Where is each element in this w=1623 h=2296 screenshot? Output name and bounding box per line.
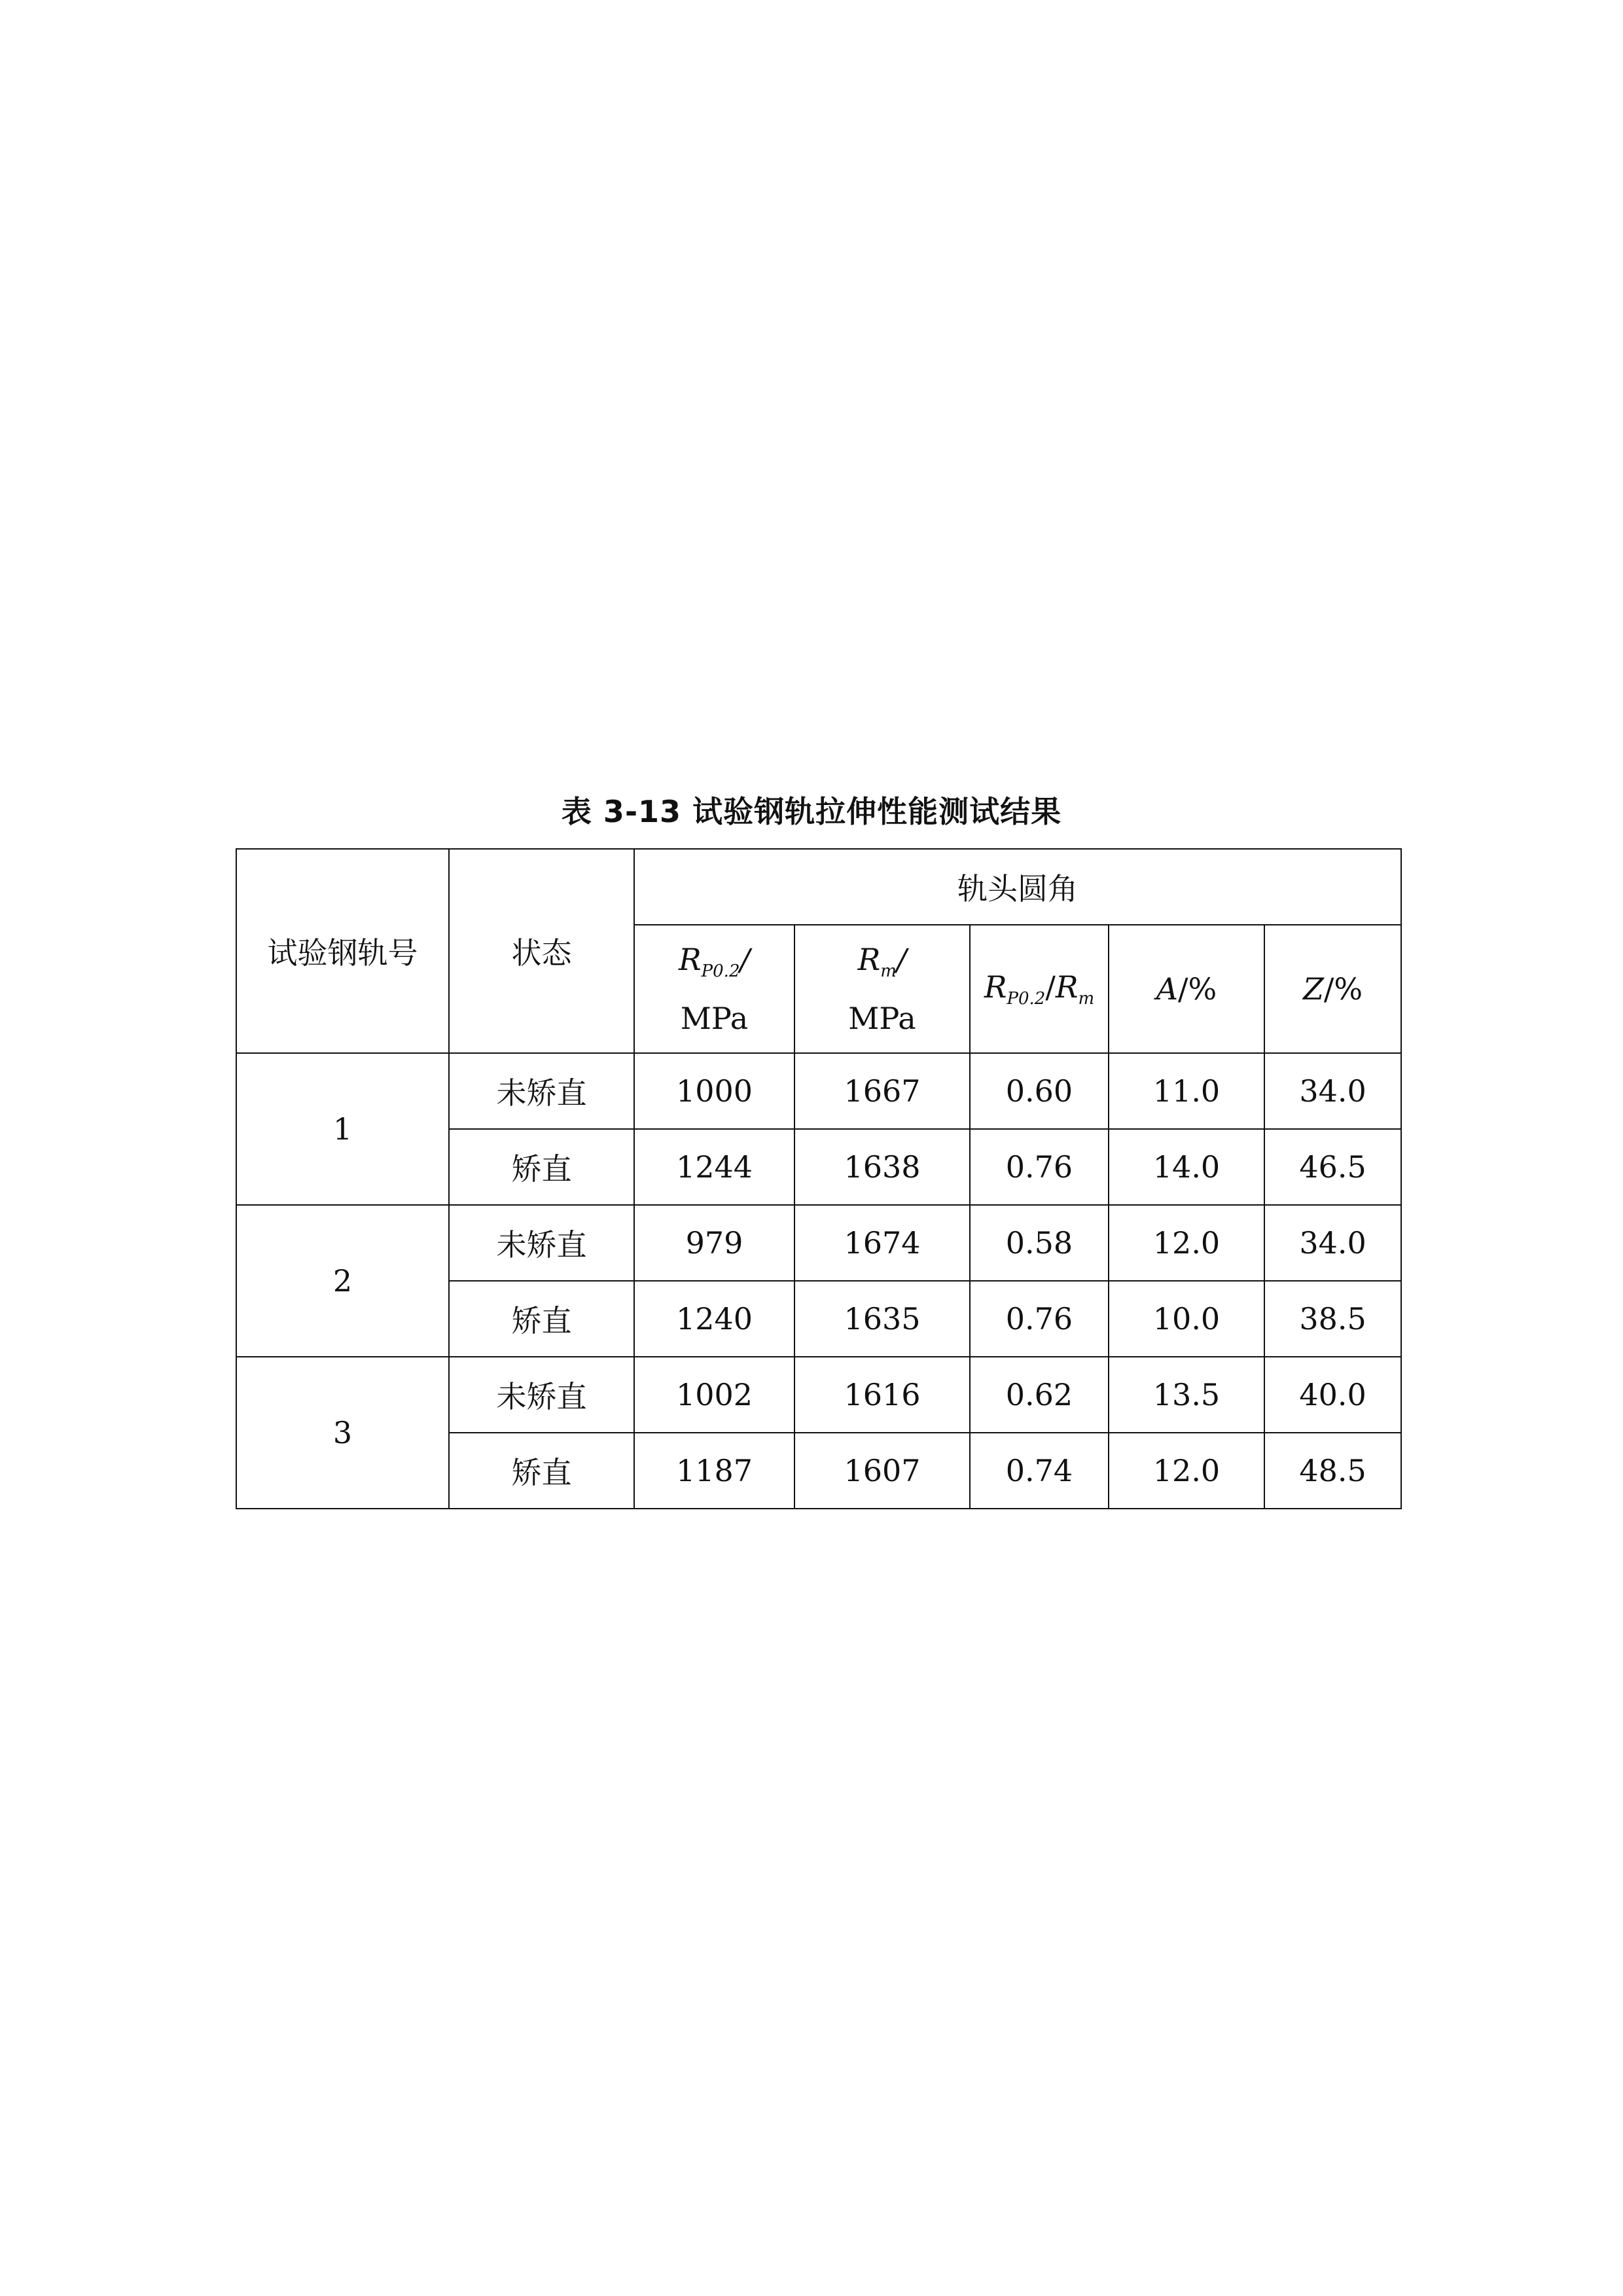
rm-subscript: m	[880, 961, 897, 981]
rp02-cell: 1240	[634, 1281, 794, 1357]
elongation-cell: 12.0	[1109, 1205, 1264, 1281]
header-reduction-of-area	[1264, 925, 1401, 1053]
ratio-cell: 0.74	[970, 1433, 1109, 1509]
a-unit: /%	[1178, 971, 1217, 1007]
state-cell: 未矫直	[449, 1053, 634, 1129]
reduction-cell: 48.5	[1264, 1433, 1401, 1509]
header-state: 状态	[449, 849, 634, 1053]
ratio-cell: 0.76	[970, 1129, 1109, 1205]
rm-unit: MPa	[848, 1001, 916, 1036]
elongation-cell: 10.0	[1109, 1281, 1264, 1357]
state-cell: 矫直	[449, 1129, 634, 1205]
rp02-unit: MPa	[680, 1001, 749, 1036]
z-unit: /%	[1323, 971, 1363, 1007]
state-cell: 未矫直	[449, 1357, 634, 1433]
header-elongation	[1109, 925, 1264, 1053]
table-row	[236, 1357, 1401, 1433]
rm-cell: 1674	[794, 1205, 970, 1281]
rm-cell: 1607	[794, 1433, 970, 1509]
tensile-results-table	[236, 848, 1402, 1509]
header-rp02	[634, 925, 794, 1053]
table-caption: 表 3-13 试验钢轨拉伸性能测试结果	[561, 794, 1062, 829]
rail-no-cell: 2	[236, 1205, 449, 1357]
reduction-cell: 46.5	[1264, 1129, 1401, 1205]
rm-symbol: R	[857, 942, 881, 977]
header-row-1	[236, 849, 1401, 925]
reduction-cell: 34.0	[1264, 1053, 1401, 1129]
elongation-cell: 14.0	[1109, 1129, 1264, 1205]
z-symbol: Z	[1302, 971, 1324, 1007]
ratio-cell: 0.58	[970, 1205, 1109, 1281]
ratio-cell: 0.62	[970, 1357, 1109, 1433]
rp02-slash: /	[740, 942, 750, 977]
rp02-subscript: P0.2	[701, 961, 740, 981]
ratio-separator: /	[1045, 969, 1056, 1005]
table-row	[236, 1205, 1401, 1281]
rail-no-cell: 1	[236, 1053, 449, 1205]
rp02-cell: 1187	[634, 1433, 794, 1509]
reduction-cell: 40.0	[1264, 1357, 1401, 1433]
state-cell: 矫直	[449, 1433, 634, 1509]
rp02-cell: 979	[634, 1205, 794, 1281]
rm-cell: 1635	[794, 1281, 970, 1357]
reduction-cell: 38.5	[1264, 1281, 1401, 1357]
ratio-cell: 0.76	[970, 1281, 1109, 1357]
elongation-cell: 12.0	[1109, 1433, 1264, 1509]
ratio-rp-subscript: P0.2	[1007, 989, 1046, 1009]
elongation-cell: 11.0	[1109, 1053, 1264, 1129]
rail-no-cell: 3	[236, 1357, 449, 1509]
rp02-cell: 1244	[634, 1129, 794, 1205]
state-cell: 矫直	[449, 1281, 634, 1357]
ratio-rp-symbol: R	[984, 969, 1007, 1005]
rm-cell: 1638	[794, 1129, 970, 1205]
rp02-cell: 1000	[634, 1053, 794, 1129]
elongation-cell: 13.5	[1109, 1357, 1264, 1433]
header-rm	[794, 925, 970, 1053]
rp02-symbol: R	[679, 942, 702, 977]
header-rail-no: 试验钢轨号	[236, 849, 449, 1053]
header-group-rail-head-fillet: 轨头圆角	[634, 849, 1401, 925]
rp02-cell: 1002	[634, 1357, 794, 1433]
ratio-rm-symbol: R	[1055, 969, 1079, 1005]
table-row	[236, 1053, 1401, 1129]
a-symbol: A	[1156, 971, 1178, 1007]
ratio-cell: 0.60	[970, 1053, 1109, 1129]
rm-slash: /	[896, 942, 907, 977]
header-ratio	[970, 925, 1109, 1053]
state-cell: 未矫直	[449, 1205, 634, 1281]
rm-cell: 1616	[794, 1357, 970, 1433]
reduction-cell: 34.0	[1264, 1205, 1401, 1281]
ratio-rm-subscript: m	[1078, 989, 1095, 1009]
rm-cell: 1667	[794, 1053, 970, 1129]
